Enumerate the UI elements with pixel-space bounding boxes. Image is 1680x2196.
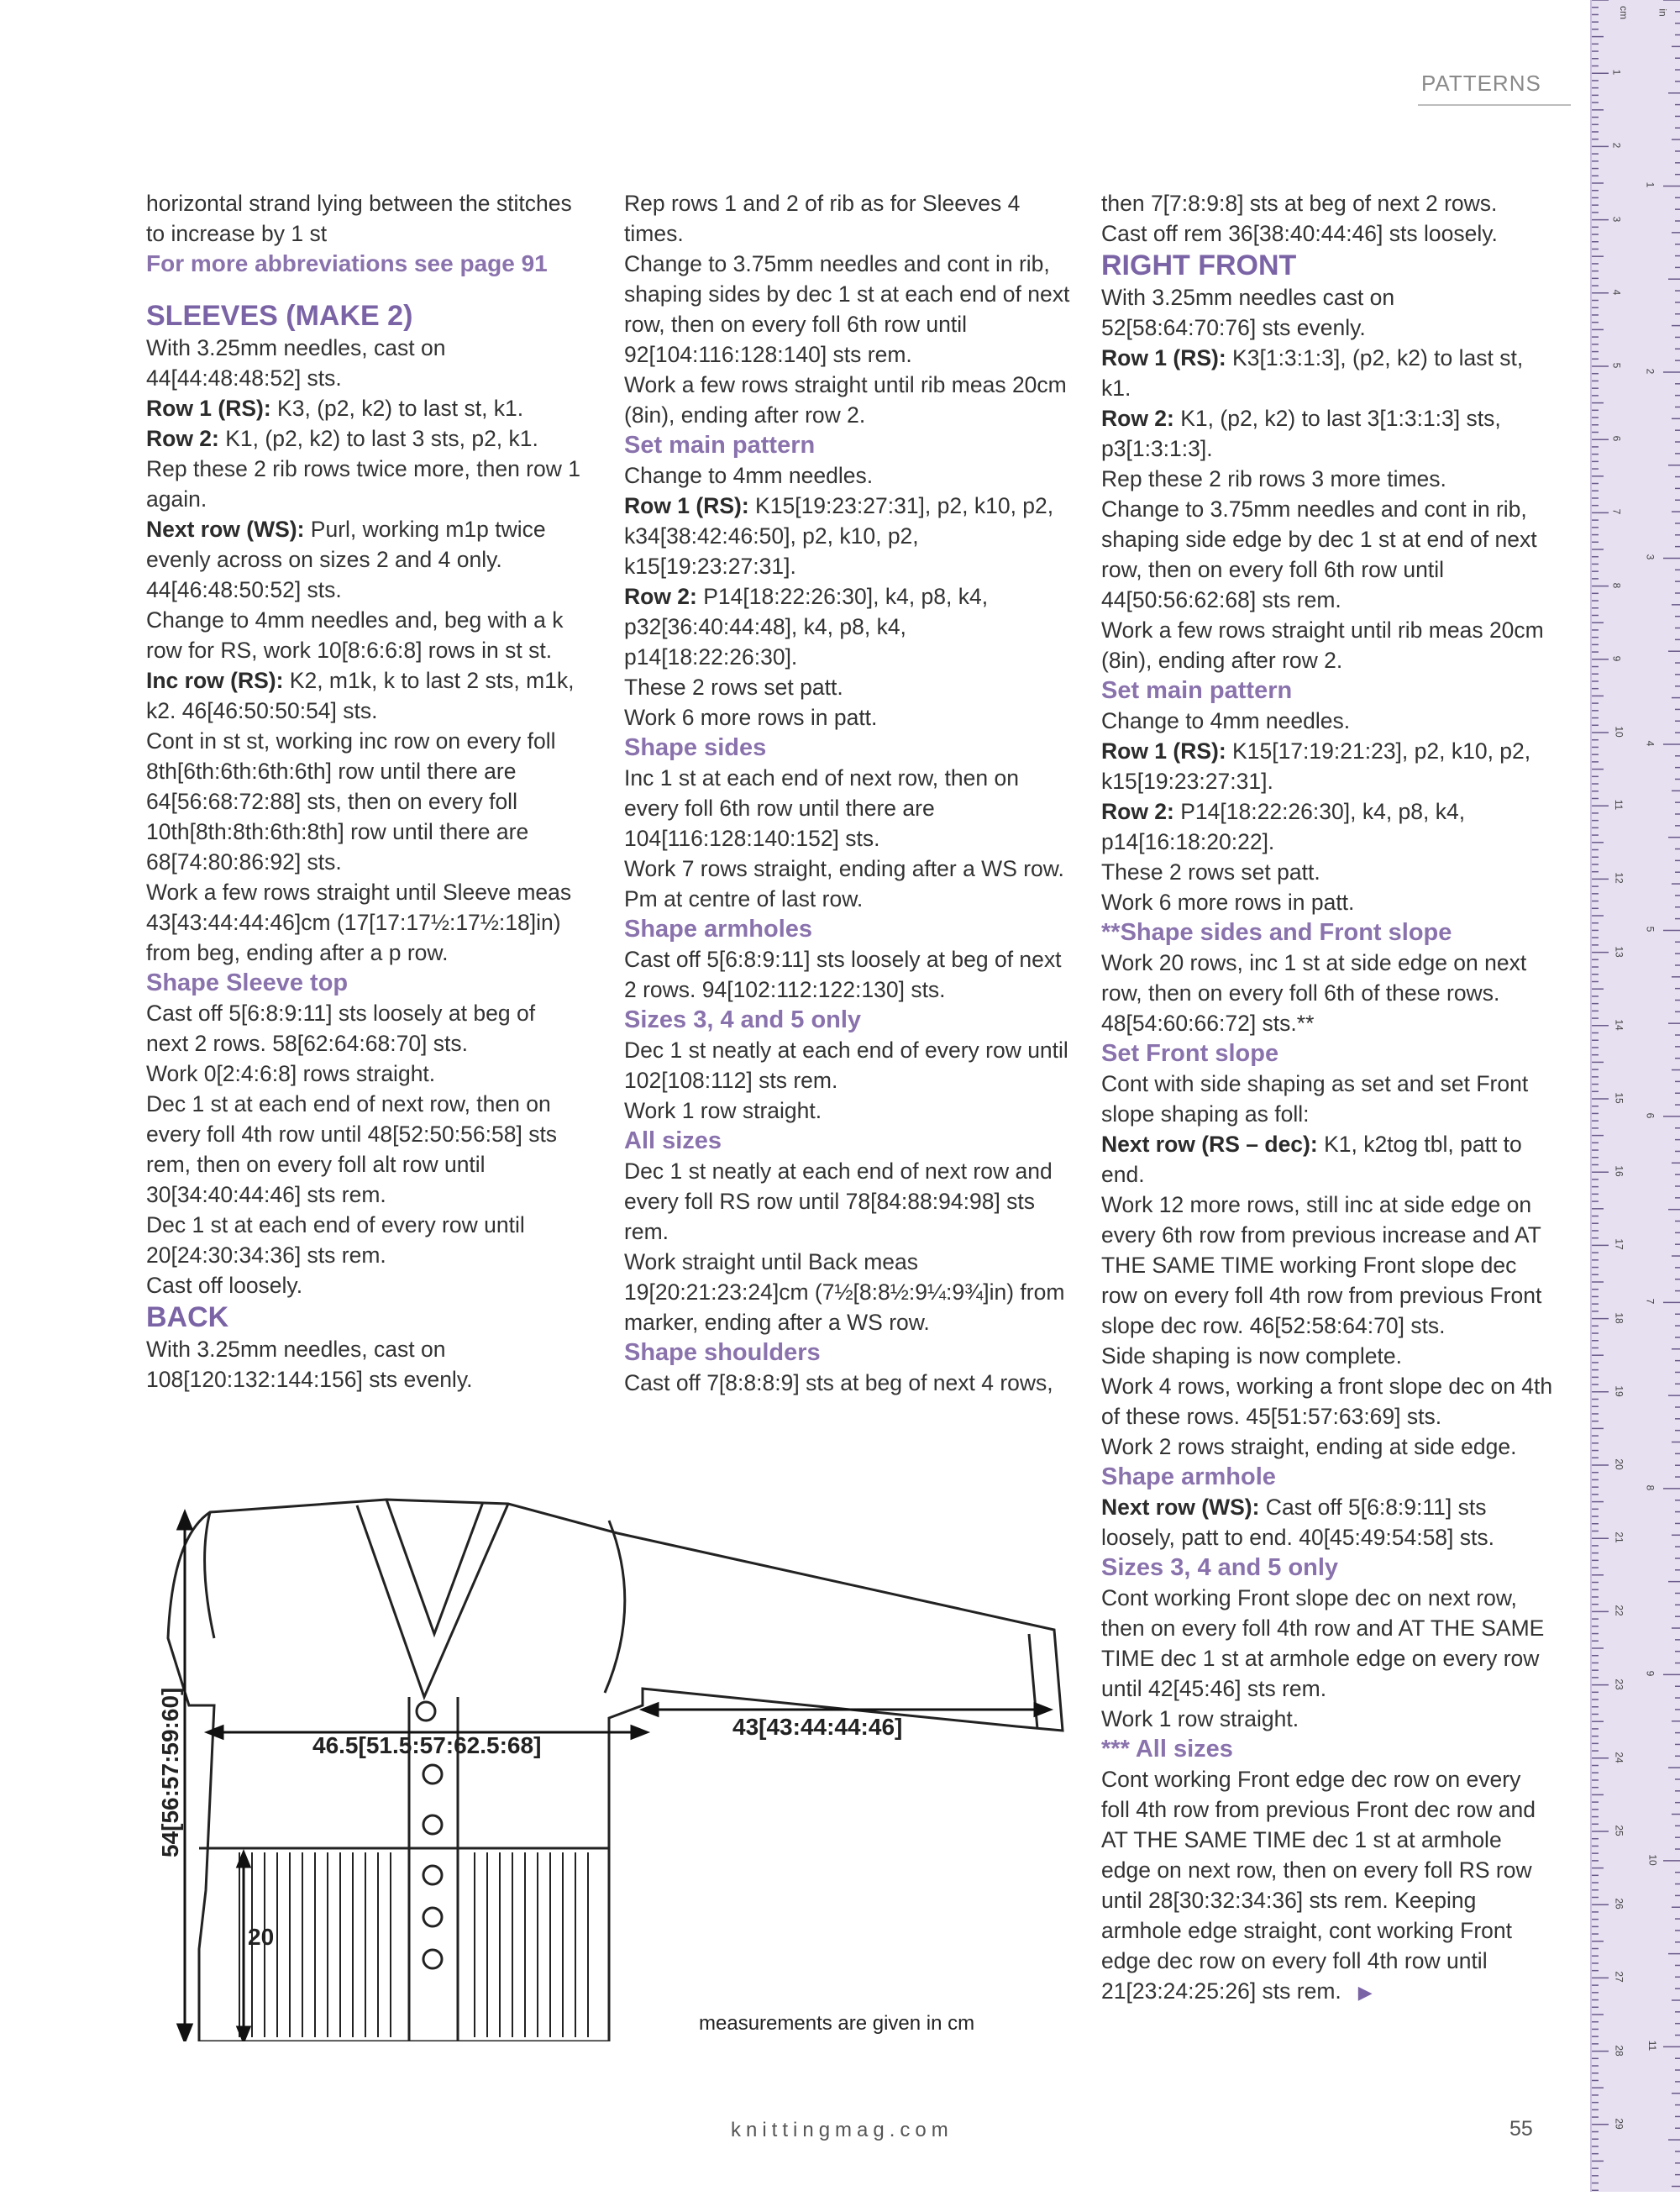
chest-measurement: 46.5[51.5:57:62.5:68] — [312, 1732, 542, 1758]
schematic-drawing — [139, 1487, 1071, 2041]
ruler-in-label: 1 — [1644, 182, 1656, 188]
rf-all-sizes-heading: *** All sizes — [1101, 1736, 1233, 1763]
ruler-cm-label: 19 — [1613, 1385, 1625, 1397]
back-dec-every: Dec 1 st neatly at each end of every row until 102[108:112] sts rem. — [624, 1038, 1068, 1093]
ruler-cm-label: 5 — [1610, 362, 1623, 369]
back-pm: Pm at centre of last row. — [624, 886, 864, 911]
ruler-unit-in: in — [1656, 8, 1669, 17]
sleeves-next-row: Next row (WS): Purl, working m1p twice evenly across on sizes 2 and 4 only. 44[46:48:50:52] sts. — [146, 517, 546, 602]
back-rib-work: Work a few rows straight until rib meas 20cm (8in), ending after row 2. — [624, 372, 1067, 428]
set-front-slope-heading: Set Front slope — [1101, 1040, 1279, 1067]
ruler-cm-label: 23 — [1613, 1678, 1625, 1690]
ruler-cm-label: 26 — [1613, 1898, 1625, 1910]
back-rib-repeat: Rep rows 1 and 2 of rib as for Sleeves 4 times. — [624, 191, 1021, 246]
section-label: PATTERNS — [1421, 71, 1541, 96]
rib-measurement: 20 — [248, 1924, 275, 1950]
sleeves-work: Work a few rows straight until Sleeve meas 43[43:44:44:46]cm (17[17:17½:17½:18]in) from beg, ending after a p row. — [146, 880, 572, 965]
ruler-in-label: 9 — [1644, 1671, 1656, 1677]
back-heading: BACK — [146, 1301, 229, 1333]
all-sizes-heading: All sizes — [624, 1127, 722, 1154]
ruler-in-label: 5 — [1644, 927, 1656, 933]
rf-cast-on: With 3.25mm needles cast on 52[58:64:70:76] sts evenly. — [1101, 285, 1395, 340]
back-change-4mm: Change to 4mm needles. — [624, 463, 874, 488]
rf-work-12: Work 12 more rows, still inc at side edge on every 6th row from previous increase and AT THE SAME TIME working Front slope dec row on every foll 4th row from previous Front slope dec row. 46[52:58:64:70] sts. — [1101, 1192, 1542, 1338]
ruler-cm-label: 10 — [1613, 726, 1625, 738]
back-work-7: Work 7 rows straight, ending after a WS row. — [624, 856, 1064, 881]
ruler-cm-label: 4 — [1610, 289, 1623, 296]
sleeves-cast-on: With 3.25mm needles, cast on 44[44:48:48:52] sts. — [146, 335, 446, 391]
ruler-cm-label: 14 — [1613, 1019, 1625, 1031]
rf-work-2: Work 2 rows straight, ending at side edge. — [1101, 1434, 1517, 1459]
shape-sides-front-slope-heading: **Shape sides and Front slope — [1101, 919, 1452, 946]
rf-repeat: Rep these 2 rib rows 3 more times. — [1101, 466, 1446, 491]
back-work-1: Work 1 row straight. — [624, 1098, 822, 1123]
ruler-cm-label: 29 — [1613, 2118, 1625, 2130]
rf-armhole-row: Next row (WS): Cast off 5[6:8:9:11] sts loosely, patt to end. 40[45:49:54:58] sts. — [1101, 1495, 1494, 1550]
length-measurement: 54[56:57:59:60] — [157, 1687, 183, 1857]
page-number: 55 — [1509, 2117, 1533, 2141]
footer-url[interactable]: knittingmag.com — [731, 2119, 953, 2141]
rf-cont-front: Cont working Front slope dec on next row, then on every foll 4th row and AT THE SAME TIME dec 1 st at armhole edge on every row until 42[45:46] sts rem. — [1101, 1585, 1545, 1701]
ruler-cm-label: 13 — [1613, 945, 1625, 958]
sleeves-heading: SLEEVES (MAKE 2) — [146, 300, 413, 332]
shape-shoulders-heading: Shape shoulders — [624, 1339, 821, 1366]
ruler-in-label: 8 — [1644, 1484, 1656, 1491]
sleeve-top-step-2: Work 0[2:4:6:8] rows straight. — [146, 1061, 436, 1086]
ruler-in-label: 11 — [1646, 2041, 1659, 2052]
rf-main-row-1: Row 1 (RS): K15[17:19:21:23], p2, k10, p2, k15[19:23:27:31]. — [1101, 738, 1531, 794]
rf-main-row-2: Row 2: P14[18:22:26:30], k4, p8, k4, p14[16:18:20:22]. — [1101, 799, 1466, 854]
ruler-cm-label: 25 — [1613, 1825, 1625, 1836]
rf-next-row: Next row (RS – dec): K1, k2tog tbl, patt to end. — [1101, 1132, 1522, 1187]
measurements-note: measurements are given in cm — [699, 2012, 975, 2035]
ruler-cm-label: 3 — [1610, 216, 1623, 222]
rf-cont-edge: Cont working Front edge dec row on every foll 4th row from previous Front dec row and AT THE SAME TIME dec 1 st at armhole edge on next row, then on every foll RS row until 28[30:32:34:36] sts rem. Keeping armhole edge straight, cont working Front edge dec row on every foll 4th row until 21[23:24:25:26] sts rem. ▶ — [1101, 1767, 1536, 2004]
back-change-needles: Change to 3.75mm needles and cont in rib, shaping sides by dec 1 st at each end of next row, then on every foll 6th row until 92[104:116:128:140] sts rem. — [624, 251, 1070, 367]
ruler-cm-label: 2 — [1610, 143, 1623, 149]
ruler-ticks — [1592, 0, 1680, 2192]
sleeve-top-step-4: Dec 1 st at each end of every row until 20[24:30:34:36] sts rem. — [146, 1212, 525, 1268]
shape-armholes-heading: Shape armholes — [624, 916, 813, 943]
back-row-2: Row 2: P14[18:22:26:30], k4, p8, k4, p32[36:40:44:48], k4, p8, k4, p14[18:22:26:30]. — [624, 584, 989, 670]
back-cast-off-rem: Cast off rem 36[38:40:44:46] sts loosely. — [1101, 221, 1498, 246]
ruler-cm-label: 11 — [1613, 799, 1625, 811]
back-then: then 7[7:8:9:8] sts at beg of next 2 rows. — [1101, 191, 1498, 216]
abbreviations-link[interactable]: For more abbreviations see page 91 — [146, 250, 548, 276]
rf-work: Work a few rows straight until rib meas 20cm (8in), ending after row 2. — [1101, 617, 1544, 673]
rf-row-2: Row 2: K1, (p2, k2) to last 3[1:3:1:3] sts, p3[1:3:1:3]. — [1101, 406, 1501, 461]
ruler-in-label: 6 — [1644, 1112, 1656, 1119]
ruler-cm-label: 17 — [1613, 1238, 1625, 1251]
ruler-cm-label: 16 — [1613, 1165, 1625, 1177]
right-front-heading: RIGHT FRONT — [1101, 250, 1297, 281]
sleeves-continue: Cont in st st, working inc row on every foll 8th[6th:6th:6th:6th] row until there are 64[56:68:72:88] sts, then on every foll 10th[8th:8th:6th:8th] row until there are 68[74:80:86:92] sts. — [146, 728, 556, 875]
back-inc: Inc 1 st at each end of next row, then on every foll 6th row until there are 104[116:128:140:152] sts. — [624, 765, 1019, 851]
ruler-cm-label: 24 — [1613, 1752, 1625, 1763]
sleeves-inc-row: Inc row (RS): K2, m1k, k to last 2 sts, m1k, k2. 46[46:50:50:54] sts. — [146, 668, 575, 723]
header-rule — [1418, 104, 1571, 106]
column-3 — [1101, 188, 1555, 2008]
intro-text: horizontal strand lying between the stitches to increase by 1 st — [146, 191, 572, 246]
ruler-cm-label: 9 — [1610, 655, 1623, 662]
back-shoulders: Cast off 7[8:8:8:9] sts at beg of next 4 rows, — [624, 1370, 1053, 1395]
ruler-cm-label: 22 — [1613, 1605, 1625, 1617]
rf-work-4: Work 4 rows, working a front slope dec on 4th of these rows. 45[51:57:63:69] sts. — [1101, 1374, 1553, 1429]
rf-work-20: Work 20 rows, inc 1 st at side edge on next row, then on every foll 6th of these rows. 48[54:60:66:72] sts.** — [1101, 950, 1527, 1036]
sleeve-top-step-1: Cast off 5[6:8:9:11] sts loosely at beg of next 2 rows. 58[62:64:68:70] sts. — [146, 1001, 536, 1056]
sleeves-row-2: Row 2: K1, (p2, k2) to last 3 sts, p2, k1. — [146, 426, 538, 451]
ruler-cm-label: 6 — [1610, 435, 1623, 442]
back-work-straight: Work straight until Back meas 19[20:21:23:24]cm (7½[8:8½:9¼:9¾]in) from marker, ending after a WS row. — [624, 1249, 1065, 1335]
back-dec-rs: Dec 1 st neatly at each end of next row and every foll RS row until 78[84:88:94:98] sts rem. — [624, 1158, 1053, 1244]
ruler-cm-label: 27 — [1613, 1971, 1625, 1983]
rf-cont-side: Cont with side shaping as set and set Front slope shaping as foll: — [1101, 1071, 1529, 1127]
ruler-in-label: 2 — [1644, 368, 1656, 375]
shape-sides-heading: Shape sides — [624, 734, 767, 761]
shape-armhole-heading: Shape armhole — [1101, 1463, 1276, 1490]
sleeve-top-step-3: Dec 1 st at each end of next row, then on every foll 4th row until 48[52:50:56:58] sts rem, then on every foll alt row until 30[34:40:44:46] sts rem. — [146, 1091, 558, 1207]
ruler-in-label: 3 — [1644, 554, 1656, 560]
column-1 — [146, 188, 583, 1395]
ruler-cm-label: 8 — [1610, 582, 1623, 588]
ruler-cm-label: 21 — [1613, 1531, 1625, 1543]
back-set-patt: These 2 rows set patt. — [624, 675, 843, 700]
set-main-pattern-heading: Set main pattern — [624, 432, 816, 459]
rf-change-4mm: Change to 4mm needles. — [1101, 708, 1351, 733]
back-cast-off-armholes: Cast off 5[6:8:9:11] sts loosely at beg of next 2 rows. 94[102:112:122:130] sts. — [624, 947, 1062, 1002]
sleeve-top-step-5: Cast off loosely. — [146, 1273, 303, 1298]
ruler-in-label: 4 — [1644, 740, 1656, 747]
ruler-cm-label: 1 — [1610, 69, 1623, 76]
shape-sleeve-top-heading: Shape Sleeve top — [146, 969, 349, 996]
rf-work-1: Work 1 row straight. — [1101, 1706, 1299, 1731]
back-work-6: Work 6 more rows in patt. — [624, 705, 878, 730]
ruler-cm-label: 18 — [1613, 1311, 1625, 1324]
continue-arrow-icon: ▶ — [1357, 1982, 1373, 2003]
rf-set-main-heading: Set main pattern — [1101, 677, 1293, 704]
rf-change: Change to 3.75mm needles and cont in rib, shaping side edge by dec 1 st at end of next row, then on every foll 6th row until 44[50:56:62:68] sts rem. — [1101, 496, 1537, 612]
ruler-cm-label: 15 — [1613, 1092, 1625, 1104]
rf-row-1: Row 1 (RS): K3[1:3:1:3], (p2, k2) to last st, k1. — [1101, 345, 1524, 401]
ruler-in-label: 7 — [1644, 1299, 1656, 1305]
back-cast-on: With 3.25mm needles, cast on 108[120:132:144:156] sts evenly. — [146, 1337, 473, 1392]
rf-side-complete: Side shaping is now complete. — [1101, 1343, 1402, 1369]
ruler-unit-cm: cm — [1618, 6, 1630, 19]
ruler-cm-label: 7 — [1610, 509, 1623, 515]
ruler-cm-label: 28 — [1613, 2044, 1625, 2057]
cardigan-schematic — [139, 1487, 1071, 2041]
rf-set-patt: These 2 rows set patt. — [1101, 859, 1320, 885]
rf-work-6: Work 6 more rows in patt. — [1101, 890, 1355, 915]
sleeves-repeat: Rep these 2 rib rows twice more, then row 1 again. — [146, 456, 580, 512]
sleeves-row-1: Row 1 (RS): K3, (p2, k2) to last st, k1. — [146, 396, 524, 421]
sleeve-measurement: 43[43:44:44:46] — [732, 1714, 903, 1740]
sleeves-change: Change to 4mm needles and, beg with a k row for RS, work 10[8:6:6:8] rows in st st. — [146, 607, 564, 663]
rf-sizes-345-heading: Sizes 3, 4 and 5 only — [1101, 1554, 1339, 1581]
ruler-cm-label: 12 — [1613, 872, 1625, 885]
back-row-1: Row 1 (RS): K15[19:23:27:31], p2, k10, p2, k34[38:42:46:50], p2, k10, p2, k15[19:23:27:31]. — [624, 493, 1054, 579]
ruler-in-label: 10 — [1646, 1854, 1659, 1866]
measuring-ruler — [1590, 0, 1680, 2192]
ruler-cm-label: 20 — [1613, 1458, 1625, 1470]
sizes-345-heading: Sizes 3, 4 and 5 only — [624, 1006, 862, 1033]
column-2 — [624, 188, 1078, 1398]
